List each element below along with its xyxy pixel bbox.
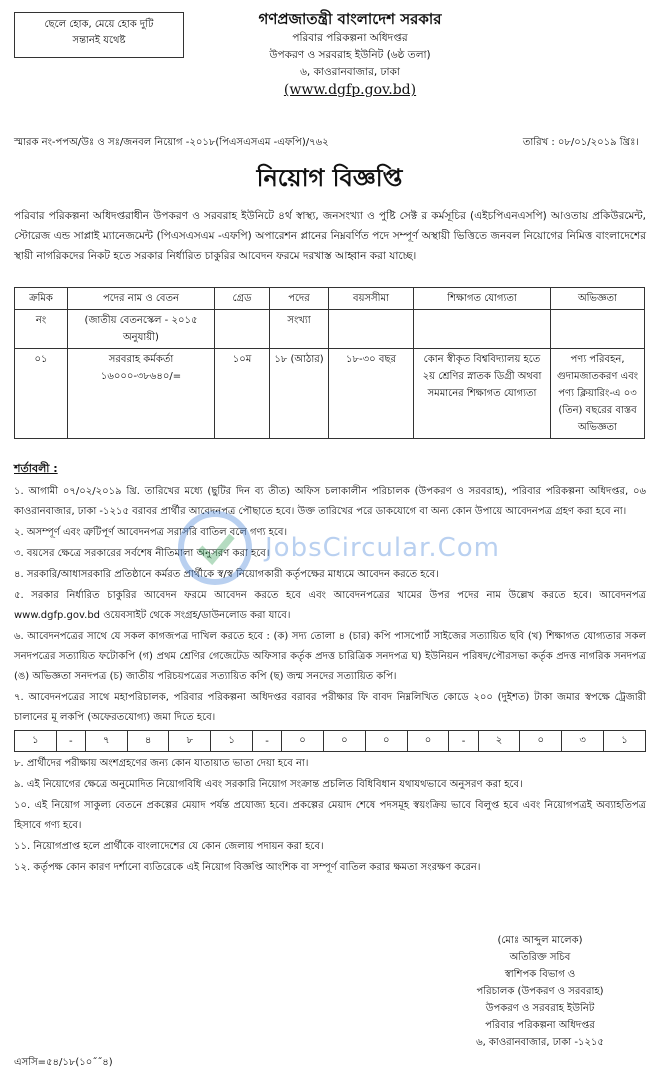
page-title: নিয়োগ বিজ্ঞপ্তি — [256, 164, 403, 192]
code-digit: - — [56, 731, 85, 752]
cell-experience: পণ্য পরিবহন, গুদামজাতকরণ এবং পণ্য ক্লিয়ারিং-এ ০৩ (তিন) বছরের বাস্তব অভিজ্ঞতা — [551, 349, 645, 439]
col-post: পদের নাম ও বেতন — [68, 288, 215, 310]
code-digit: - — [253, 731, 282, 752]
sub-education — [414, 310, 551, 349]
condition-12: ১২. কর্তৃপক্ষ কোন কারণ দর্শানো ব্যতিরেকে এই নিয়োগ বিজ্ঞপ্তি আংশিক বা সম্পূর্ণ বাতিল করার ক্ষমতা সংরক্ষণ করেন। — [14, 862, 481, 873]
code-digit: ৭ — [85, 731, 127, 752]
signature-block — [430, 932, 650, 1051]
condition-1: ১. আগামী ০৭/০২/২০১৯ খ্রি. তারিখের মধ্যে (ছুটির দিন ব্য তীত) অফিস চলাকালীন পরিচালক (উপকরণ ও সরবরাহ), পরিবার পরিকল্পনা অধিদপ্তর, ০৬ কাওরানবাজার, ঢাকা -১২১৫ বরাবর প্রার্থীর আবেদনপত্র পৌছাতে হবে। উক্ত তারিখের পরে ডাকযোগে বা অন্য কোন উপায়ে আবেদনপত্র গ্রহণ করা হবে না। — [14, 486, 646, 517]
memo-number: স্মারক নং-পপঅ/উঃ ও সঃ/জনবল নিয়োগ -২০১৮(পিএসএসএম -এফপি)/৭৬২ — [14, 137, 329, 148]
sub-serial: নং — [15, 310, 68, 349]
watermark-logo-icon — [170, 503, 260, 593]
government-name: গণপ্রজাতন্ত্রী বাংলাদেশ সরকার — [258, 10, 442, 28]
cell-age: ১৮-৩০ বছর — [329, 349, 414, 439]
code-digit: - — [449, 731, 478, 752]
code-digit: ১ — [604, 731, 646, 752]
condition-10: ১০. এই নিয়োগ সাকুল্য বেতনে প্রকল্পের মেয়াদ পর্যন্ত প্রযোজ্য হবে। প্রকল্পের মেয়াদ শেষে পদসমূহ স্বয়ংক্রিয় ভাবে বিলুপ্ত হবে এবং নিয়োগপত্রই অব্যাহতিপত্র হিসাবে গণ্য হবে। — [14, 800, 646, 831]
watermark — [170, 503, 570, 593]
slogan-line-1: ছেলে হোক, মেয়ে হোক দুটি — [44, 19, 154, 30]
footer-reference: এসসি=৫৪/১৮(১০˝˝৪) — [14, 1057, 113, 1068]
sub-age — [329, 310, 414, 349]
signatory-unit: উপকরণ ও সরবরাহ ইউনিট — [485, 1003, 595, 1014]
condition-4: ৪. সরকারি/আধাসরকারি প্রতিষ্ঠানে কর্মরত প্রার্থীকে স্ব/স্ব নিয়োগকারী কর্তৃপক্ষের মাধ্যমে আবেদন করতে হবে। — [14, 569, 439, 580]
office-name: পরিবার পরিকল্পনা অধিদপ্তর — [292, 32, 408, 44]
table-row — [15, 349, 645, 439]
slogan-line-2: সন্তানই যথেষ্ট — [72, 35, 126, 46]
condition-2: ২. অসম্পূর্ণ এবং ত্রুটিপূর্ণ আবেদনপত্র সরাসরি বাতিল বলে গণ্য হবে। — [14, 527, 288, 538]
code-digit: ০ — [323, 731, 365, 752]
unit-name: উপকরণ ও সরবরাহ ইউনিট (৬ষ্ঠ তলা) — [269, 49, 431, 61]
letterhead — [190, 8, 510, 99]
intro-paragraph: পরিবার পরিকল্পনা অধিদপ্তরাধীন উপকরণ ও সরবরাহ ইউনিটে ৪র্থ স্বাস্থ্য, জনসংখ্যা ও পুষ্টি সেক্ট র কর্মসূচির (এইচপিএনএসপি) আওতায় প্রকিউরমেন্ট, স্টোরেজ এন্ড সাপ্লাই ম্যানেজমেন্ট (পিএসএসএম -এফপি) অপারেশন প্লানের নিম্নবর্ণিত পদে সম্পূর্ণ অস্থায়ী ভিত্তিতে জনবল নিয়োগের নিমিত্ত বাংলাদেশের স্থায়ী নাগরিকদের নিকট হতে সরকার নির্ধারিত চাকুরির আবেদন ফরমে দরখাস্ত আহ্বান করা যাচ্ছে। — [14, 210, 646, 262]
office-address: ৬, কাওরানবাজার, ঢাকা — [300, 66, 400, 78]
table-subheader-row — [15, 310, 645, 349]
code-digit: ৪ — [127, 731, 169, 752]
signatory-office: পরিবার পরিকল্পনা অধিদপ্তর — [485, 1020, 595, 1031]
signatory-name: (মোঃ আব্দুল মালেক) — [497, 935, 583, 946]
col-count: পদের — [270, 288, 329, 310]
website-link[interactable]: (www.dgfp.gov.bd) — [283, 82, 417, 98]
post-table — [14, 287, 645, 439]
condition-9: ৯. এই নিয়োগের ক্ষেত্রে অনুমোদিত নিয়োগবিধি এবং সরকারি নিয়োগ সংক্রান্ত প্রচলিত বিধিবিধান যথাযথভাবে অনুসরণ করা হবে। — [14, 779, 523, 790]
condition-6: ৬. আবেদনপত্রের সাথে যে সকল কাগজপত্র দাখিল করতে হবে : (ক) সদ্য তোলা ৪ (চার) কপি পাসপোর্ট সাইজের সত্যায়িত ছবি (খ) শিক্ষাগত যোগ্যতার সকল সনদপত্রের সত্যায়িত ফটোকপি (গ) প্রথম শ্রেণির গেজেটেড অফিসার কর্তৃক প্রদত্ত চারিত্রিক সনদপত্র ঘ) ইউনিয়ন পরিষদ/পৌরসভা কর্তৃক প্রদত্ত নাগরিক সনদপত্র (ঙ) অভিজ্ঞতা সনদপত্র (চ) জাতীয় পরিচয়পত্রের সত্যায়িত কপি (ছ) জন্ম সনদের সত্যায়িত কপি। — [14, 631, 646, 682]
conditions-title: শর্তাবলী : — [14, 462, 58, 475]
cell-count: ১৮ (আঠার) — [270, 349, 329, 439]
treasury-code-table — [14, 730, 646, 752]
code-digit: ০ — [365, 731, 407, 752]
col-education: শিক্ষাগত যোগ্যতা — [414, 288, 551, 310]
code-digit: ৮ — [169, 731, 211, 752]
condition-7: ৭. আবেদনপত্রের সাথে মহাপরিচালক, পরিবার পরিকল্পনা অধিদপ্তর বরাবর পরীক্ষার ফি বাবদ নিম্নলিখিত কোডে ২০০ (দুইশত) টাকা জমার স্বপক্ষে ট্রেজারী চালানের মূ লকপি (অফেরতযোগ্য) জমা দিতে হবে। — [14, 692, 646, 723]
code-digit: ২ — [478, 731, 520, 752]
code-row — [15, 731, 646, 752]
sub-grade — [215, 310, 270, 349]
cell-post: সরবরাহ কর্মকর্তা ১৬০০০-৩৮৬৪০/= — [68, 349, 215, 439]
cell-grade: ১০ম — [215, 349, 270, 439]
col-experience: অভিজ্ঞতা — [551, 288, 645, 310]
code-digit: ০ — [282, 731, 324, 752]
cell-serial: ০১ — [15, 349, 68, 439]
signatory-role: পরিচালক (উপকরণ ও সরবরাহ) — [476, 986, 604, 997]
code-digit: ৩ — [562, 731, 604, 752]
col-serial: ক্রমিক — [15, 288, 68, 310]
signatory-title: অতিরিক্ত সচিব — [509, 952, 571, 963]
condition-11: ১১. নিয়োগপ্রাপ্ত হলে প্রার্থীকে বাংলাদেশের যে কোন জেলায় পদায়ন করা হবে। — [14, 841, 324, 852]
slogan-box — [14, 12, 184, 58]
condition-5: ৫. সরকার নির্ধারিত চাকুরির আবেদন ফরমে আবেদন করতে হবে এবং আবেদনপত্রের খামের উপর পদের নাম উল্লেখ করতে হবে। আবেদনপত্র www.dgfp.gov.bd ওয়েবসাইট থেকে সংগ্রহ/ডাউনলোড করা যাবে। — [14, 590, 646, 621]
notice-date: তারিখ : ০৮/০১/২০১৯ খ্রিঃ। — [522, 137, 639, 148]
code-digit: ০ — [520, 731, 562, 752]
table-header-row — [15, 288, 645, 310]
sub-experience — [551, 310, 645, 349]
code-digit: ০ — [407, 731, 449, 752]
condition-3: ৩. বয়সের ক্ষেত্রে সরকারের সর্বশেষ নীতিমালা অনুসরণ করা হবে। — [14, 548, 270, 559]
code-digit: ১ — [211, 731, 253, 752]
signatory-division: স্বাশিপক বিভাগ ও — [504, 969, 576, 980]
col-grade: গ্রেড — [215, 288, 270, 310]
sub-post: (জাতীয় বেতনস্কেল - ২০১৫ অনুযায়ী) — [68, 310, 215, 349]
cell-education: কোন স্বীকৃত বিশ্ববিদ্যালয় হতে ২য় শ্রেণির স্নাতক ডিগ্রী অথবা সমমানের শিক্ষাগত যোগ্যতা — [414, 349, 551, 439]
condition-8: ৮. প্রার্থীদের পরীক্ষায় অংশগ্রহণের জন্য কোন যাতায়াত ভাতা দেয়া হবে না। — [14, 758, 309, 769]
code-digit: ১ — [15, 731, 57, 752]
col-age: বয়সসীমা — [329, 288, 414, 310]
sub-count: সংখ্যা — [270, 310, 329, 349]
signatory-address: ৬, কাওরানবাজার, ঢাকা -১২১৫ — [476, 1037, 604, 1048]
watermark-text: JobsCircular.Com — [265, 533, 501, 563]
